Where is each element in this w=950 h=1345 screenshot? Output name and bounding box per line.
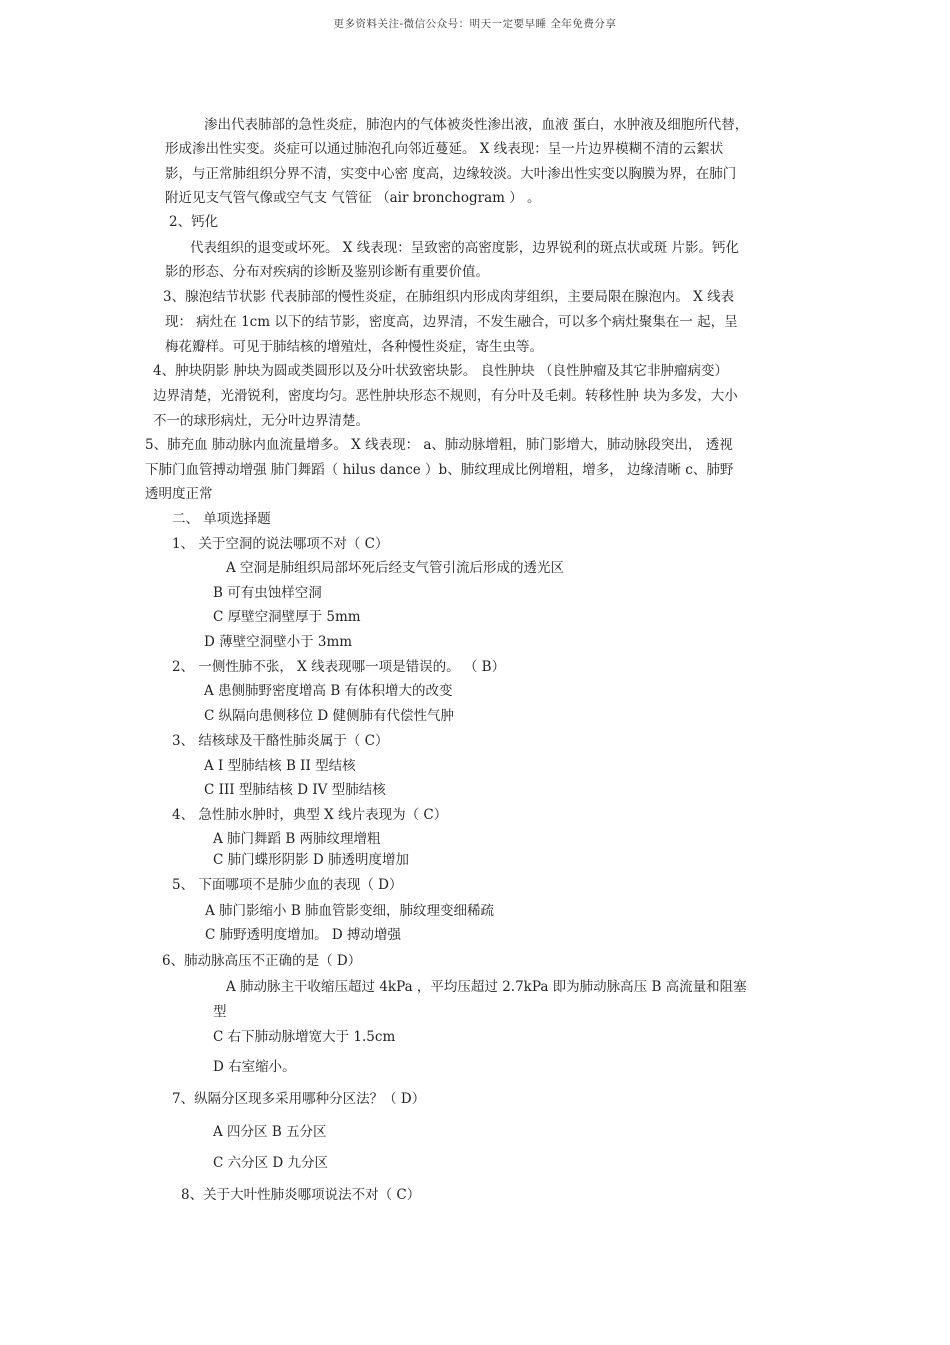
question: 6、肺动脉高压不正确的是（ D） xyxy=(162,953,362,969)
option: C 肺门蝶形阴影 D 肺透明度增加 xyxy=(213,852,410,868)
option: A 空洞是肺组织局部坏死后经支气管引流后形成的透光区 xyxy=(226,560,565,576)
option: C III 型肺结核 D IV 型肺结核 xyxy=(204,782,386,798)
option: A I 型肺结核 B II 型结核 xyxy=(204,758,356,774)
option: B 可有虫蚀样空洞 xyxy=(213,585,322,601)
page-header: 更多资料关注-微信公众号：明天一定要早睡 全年免费分享 xyxy=(333,18,617,30)
text-line: 不一的球形病灶，无分叶边界清楚。 xyxy=(153,413,369,429)
question: 5、 下面哪项不是肺少血的表现（ D） xyxy=(172,877,403,893)
text-line: 2、钙化 xyxy=(169,214,219,230)
option: C 肺野透明度增加。 D 搏动增强 xyxy=(205,927,402,943)
text-line: 3、腺泡结节状影 代表肺部的慢性炎症，在肺组织内形成肉芽组织，主要局限在腺泡内。 X 线表 xyxy=(163,289,735,305)
text-line: 5、肺充血 肺动脉内血流量增多。 X 线表现： a、肺动脉增粗，肺门影增大，肺动脉段突出， 透视 xyxy=(145,437,733,453)
question: 1、 关于空洞的说法哪项不对（ C） xyxy=(172,536,389,552)
question: 3、 结核球及干酪性肺炎属于（ C） xyxy=(172,733,389,749)
text-line: 影的形态、分布对疾病的诊断及鉴别诊断有重要价值。 xyxy=(165,264,489,280)
question: 4、 急性肺水肿时，典型 X 线片表现为（ C） xyxy=(172,807,448,823)
option: C 厚壁空洞壁厚于 5mm xyxy=(213,609,361,625)
option: A 肺动脉主干收缩压超过 4kPa ，平均压超过 2.7kPa 即为肺动脉高压 B 高流量和阻塞 xyxy=(226,979,747,995)
text-line: 现： 病灶在 1cm 以下的结节影，密度高，边界清，不发生融合，可以多个病灶聚集在一 起，呈 xyxy=(165,314,738,330)
option: A 四分区 B 五分区 xyxy=(213,1124,327,1140)
option: 型 xyxy=(213,1004,227,1020)
option: A 患侧肺野密度增高 B 有体积增大的改变 xyxy=(204,683,453,699)
text-line: 透明度正常 xyxy=(145,486,213,502)
text-line: 边界清楚，光滑锐利，密度均匀。恶性肿块形态不规则，有分叶及毛刺。转移性肿 块为多发，大小 xyxy=(153,388,738,404)
question: 2、 一侧性肺不张， X 线表现哪一项是错误的。 （ B） xyxy=(172,659,506,675)
option: C 纵隔向患侧移位 D 健侧肺有代偿性气肿 xyxy=(204,708,455,724)
option: C 六分区 D 九分区 xyxy=(213,1155,329,1171)
option: A 肺门舞蹈 B 两肺纹理增粗 xyxy=(213,831,381,847)
text-line: 附近见支气管气像或空气支 气管征 （air bronchogram ） 。 xyxy=(165,190,541,206)
option: D 右室缩小。 xyxy=(213,1059,296,1075)
text-line: 渗出代表肺部的急性炎症，肺泡内的气体被炎性渗出液，血液 蛋白，水肿液及细胞所代替， xyxy=(204,117,749,133)
option: D 薄壁空洞壁小于 3mm xyxy=(204,634,353,650)
text-line: 代表组织的退变或坏死。 X 线表现：呈致密的高密度影，边界锐利的斑点状或斑 片影。钙化 xyxy=(190,240,739,256)
question: 7、纵隔分区现多采用哪种分区法？（ D） xyxy=(172,1091,426,1107)
text-line: 形成渗出性实变。炎症可以通过肺泡孔向邻近蔓延。 X 线表现：呈一片边界模糊不清的云絮状 xyxy=(165,141,724,157)
text-line: 影，与正常肺组织分界不清，实变中心密 度高，边缘较淡。大叶渗出性实变以胸膜为界，在肺门 xyxy=(165,166,737,182)
option: C 右下肺动脉增宽大于 1.5cm xyxy=(213,1029,396,1045)
section-heading: 二、 单项选择题 xyxy=(172,511,271,527)
text-line: 梅花瓣样。可见于肺结核的增殖灶，各种慢性炎症，寄生虫等。 xyxy=(165,339,543,355)
question: 8、关于大叶性肺炎哪项说法不对（ C） xyxy=(181,1187,421,1203)
option: A 肺门影缩小 B 肺血管影变细，肺纹理变细稀疏 xyxy=(205,903,495,919)
text-line: 4、肿块阴影 肿块为圆或类圆形以及分叶状致密块影。 良性肿块 （良性肿瘤及其它非肿瘤病变） xyxy=(153,363,728,379)
text-line: 下肺门血管搏动增强 肺门舞蹈（ hilus dance ）b、肺纹理成比例增粗，增多， 边缘清晰 c、肺野 xyxy=(145,462,734,478)
